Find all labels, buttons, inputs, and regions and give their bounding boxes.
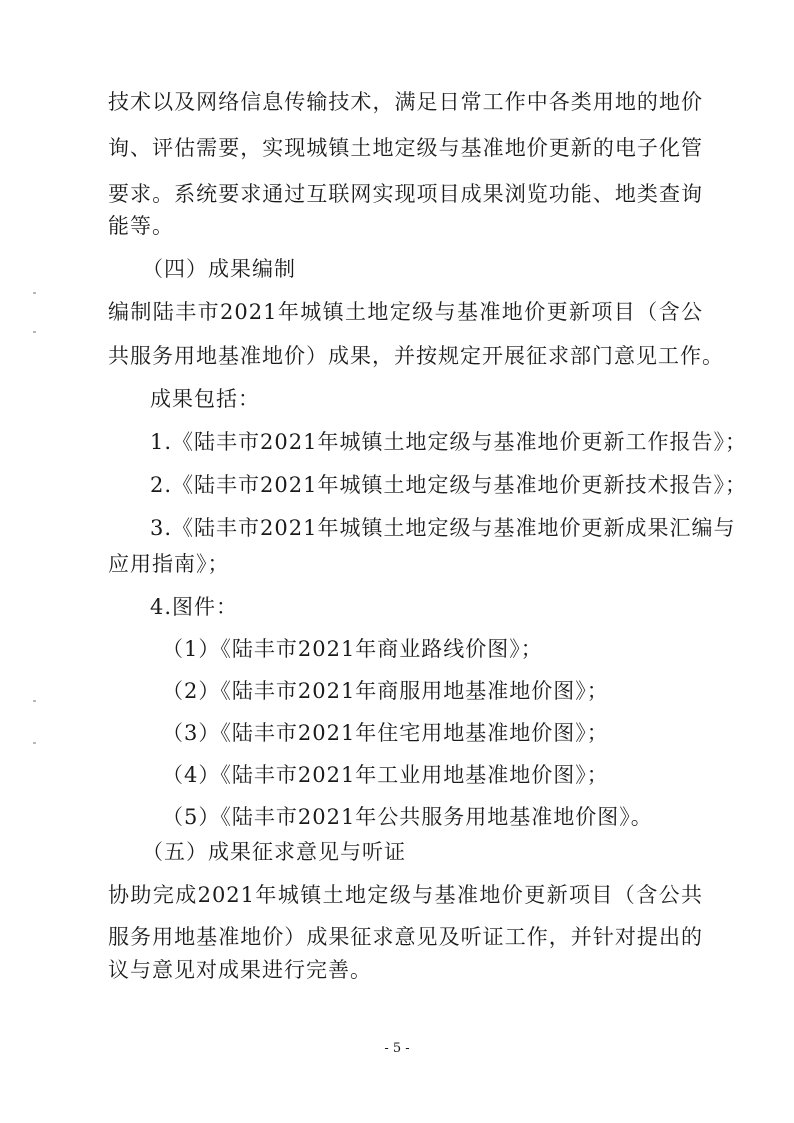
body-text-line: 技术以及网络信息传输技术，满足日常工作中各类用地的地价	[108, 90, 703, 114]
attachment-item: （5）《陆丰市2021年公共服务用地基准地价图》。	[162, 805, 653, 829]
attachment-item: （1）《陆丰市2021年商业路线价图》；	[162, 637, 543, 661]
attachment-item: （4）《陆丰市2021年工业用地基准地价图》；	[162, 763, 609, 787]
scan-margin-mark	[33, 292, 36, 294]
scan-margin-mark	[33, 742, 36, 744]
results-item: 2.《陆丰市2021年城镇土地定级与基准地价更新技术报告》；	[150, 473, 747, 497]
section-heading-consultation-hearing: （五）成果征求意见与听证	[142, 840, 406, 864]
attachment-item: （2）《陆丰市2021年商服用地基准地价图》；	[162, 679, 609, 703]
attachments-intro: 4.图件：	[150, 595, 239, 619]
results-item: 1.《陆丰市2021年城镇土地定级与基准地价更新工作报告》；	[150, 430, 747, 454]
body-text-line: 询、评估需要，实现城镇土地定级与基准地价更新的电子化管	[108, 136, 703, 160]
body-text-line: 协助完成2021年城镇土地定级与基准地价更新项目（含公共	[108, 883, 703, 907]
body-text-line: 要求。系统要求通过互联网实现项目成果浏览功能、地类查询	[108, 182, 703, 206]
section-heading-results-compilation: （四）成果编制	[142, 257, 296, 281]
body-text-line: 共服务用地基准地价）成果，并按规定开展征求部门意见工作。	[108, 344, 724, 368]
page-number: - 5 -	[384, 1041, 410, 1056]
scan-margin-mark	[33, 700, 36, 702]
body-text-line: 服务用地基准地价）成果征求意见及听证工作，并针对提出的	[108, 925, 703, 949]
body-text-line: 编制陆丰市2021年城镇土地定级与基准地价更新项目（含公	[108, 300, 703, 324]
results-intro: 成果包括：	[150, 387, 260, 411]
body-text-line: 能等。	[108, 214, 174, 238]
results-item-continuation: 应用指南》；	[108, 552, 230, 576]
results-item: 3.《陆丰市2021年城镇土地定级与基准地价更新成果汇编与	[150, 516, 736, 540]
attachment-item: （3）《陆丰市2021年住宅用地基准地价图》；	[162, 721, 609, 745]
scan-margin-mark	[33, 331, 36, 333]
body-text-line: 议与意见对成果进行完善。	[108, 958, 372, 982]
